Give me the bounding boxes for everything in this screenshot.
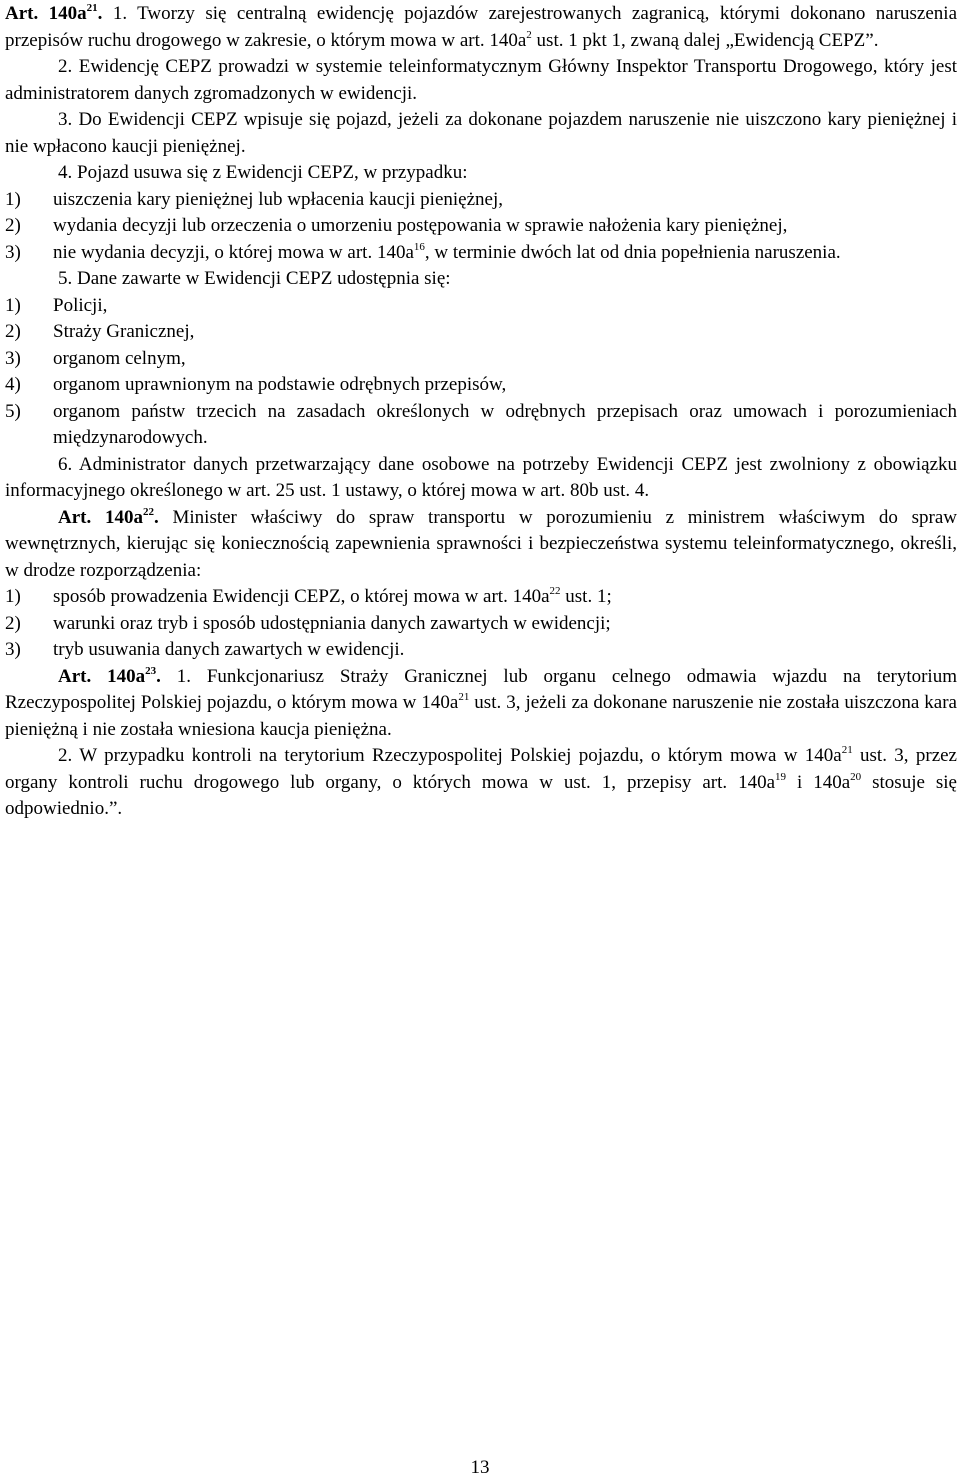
art21-paragraph-1: Art. $140a^{21}$. 1. Tworzy się centralną ewidencję pojazdów zarejestrowanych zagranicą, którymi dokonano naruszenia przepisów ruchu drogowego w zakresie, o którym mowa w art. $140a^2$ ust. 1 pkt 1, zwaną dalej „Ewidencją CEPZ”. [5, 2, 958, 51]
list-item: 4) organom uprawnionym na podstawie odrębnych przepisów, [5, 374, 507, 395]
art22-paragraph: Art. $140a^{22}$. Minister właściwy do spraw transportu w porozumieniu z ministrem właściwym do spraw wewnętrznych, kierując się koniecznością zapewnienia sprawności i bezpieczeństwa systemu teleinformatycznego, określi, w drodze rozporządzenia: [5, 505, 957, 581]
list-item: 1) Policji, [5, 294, 108, 316]
art21-paragraph-2: 2. Ewidencję CEPZ prowadzi w systemie teleinformatycznym Główny Inspektor Transportu Drogowego, który jest administratorem danych zgromadzonych w ewidencji. [5, 56, 957, 104]
art21-paragraph-6: 6. Administrator danych przetwarzający dane osobowe na potrzeby Ewidencji CEPZ jest zwolniony z obowiązku informacyjnego określonego w art. 25 ust. 1 ustawy, o której mowa w art. 80b ust. 4. [5, 453, 957, 501]
document-body [5, 1, 957, 823]
art21-paragraph-3: 3. Do Ewidencji CEPZ wpisuje się pojazd, jeżeli za dokonane pojazdem naruszenie nie uiszczono kary pieniężnej i nie wpłacono kaucji pieniężnej. [5, 109, 957, 157]
list-item: 5) organom państw trzecich na zasadach określonych w odrębnych przepisach oraz umowach i porozumieniach międzynarodowych. [5, 400, 957, 448]
page-number: 13 [470, 1457, 490, 1478]
art23-heading: Art. $140a^{23}$. [58, 664, 161, 687]
art23-paragraph-2: 2. W przypadku kontroli na terytorium Rzeczypospolitej Polskiej pojazdu, o którym mowa w $140a^{21}$ ust. 3, przez organy kontroli ruchu drogowego lub organy, o których mowa w ust. 1, przepisy art. $140a^{19}$ i $140a^{20}$ stosuje się odpowiednio.”. [5, 744, 957, 819]
list-item: 3) tryb usuwania danych zawartych w ewidencji. [5, 639, 405, 660]
art21-paragraph-4: 4. Pojazd usuwa się z Ewidencji CEPZ, w przypadku: [58, 162, 468, 183]
art21-paragraph-5: 5. Dane zawarte w Ewidencji CEPZ udostępnia się: [58, 268, 451, 289]
list-item: 1) uiszczenia kary pieniężnej lub wpłacenia kaucji pieniężnej, [5, 188, 503, 210]
list-item: 2) wydania decyzji lub orzeczenia o umorzeniu postępowania w sprawie nałożenia kary pieniężnej, [5, 215, 788, 236]
list-item: 3) organom celnym, [5, 347, 186, 369]
list-item: 2) warunki oraz tryb i sposób udostępniania danych zawartych w ewidencji; [5, 612, 611, 634]
list-item: 3) nie wydania decyzji, o której mowa w art. $140a^{16}$, w terminie dwóch lat od dnia popełnienia naruszenia. [5, 240, 841, 263]
art21-heading: Art. $140a^{21}$. [5, 2, 103, 24]
art23-paragraph-1: Art. $140a^{23}$. 1. Funkcjonariusz Straży Granicznej lub organu celnego odmawia wjazdu na terytorium Rzeczypospolitej Polskiej pojazdu, o którym mowa w $140a^{21}$ ust. 3, jeżeli za dokonane naruszenie nie została uiszczona kara pieniężną i nie została wniesiona kaucja pieniężna. [5, 664, 957, 740]
art22-heading: Art. $140a^{22}$. [58, 505, 159, 528]
list-item: 1) sposób prowadzenia Ewidencji CEPZ, o której mowa w art. $140a^{22}$ ust. 1; [5, 585, 612, 607]
list-item: 2) Straży Granicznej, [5, 321, 195, 342]
